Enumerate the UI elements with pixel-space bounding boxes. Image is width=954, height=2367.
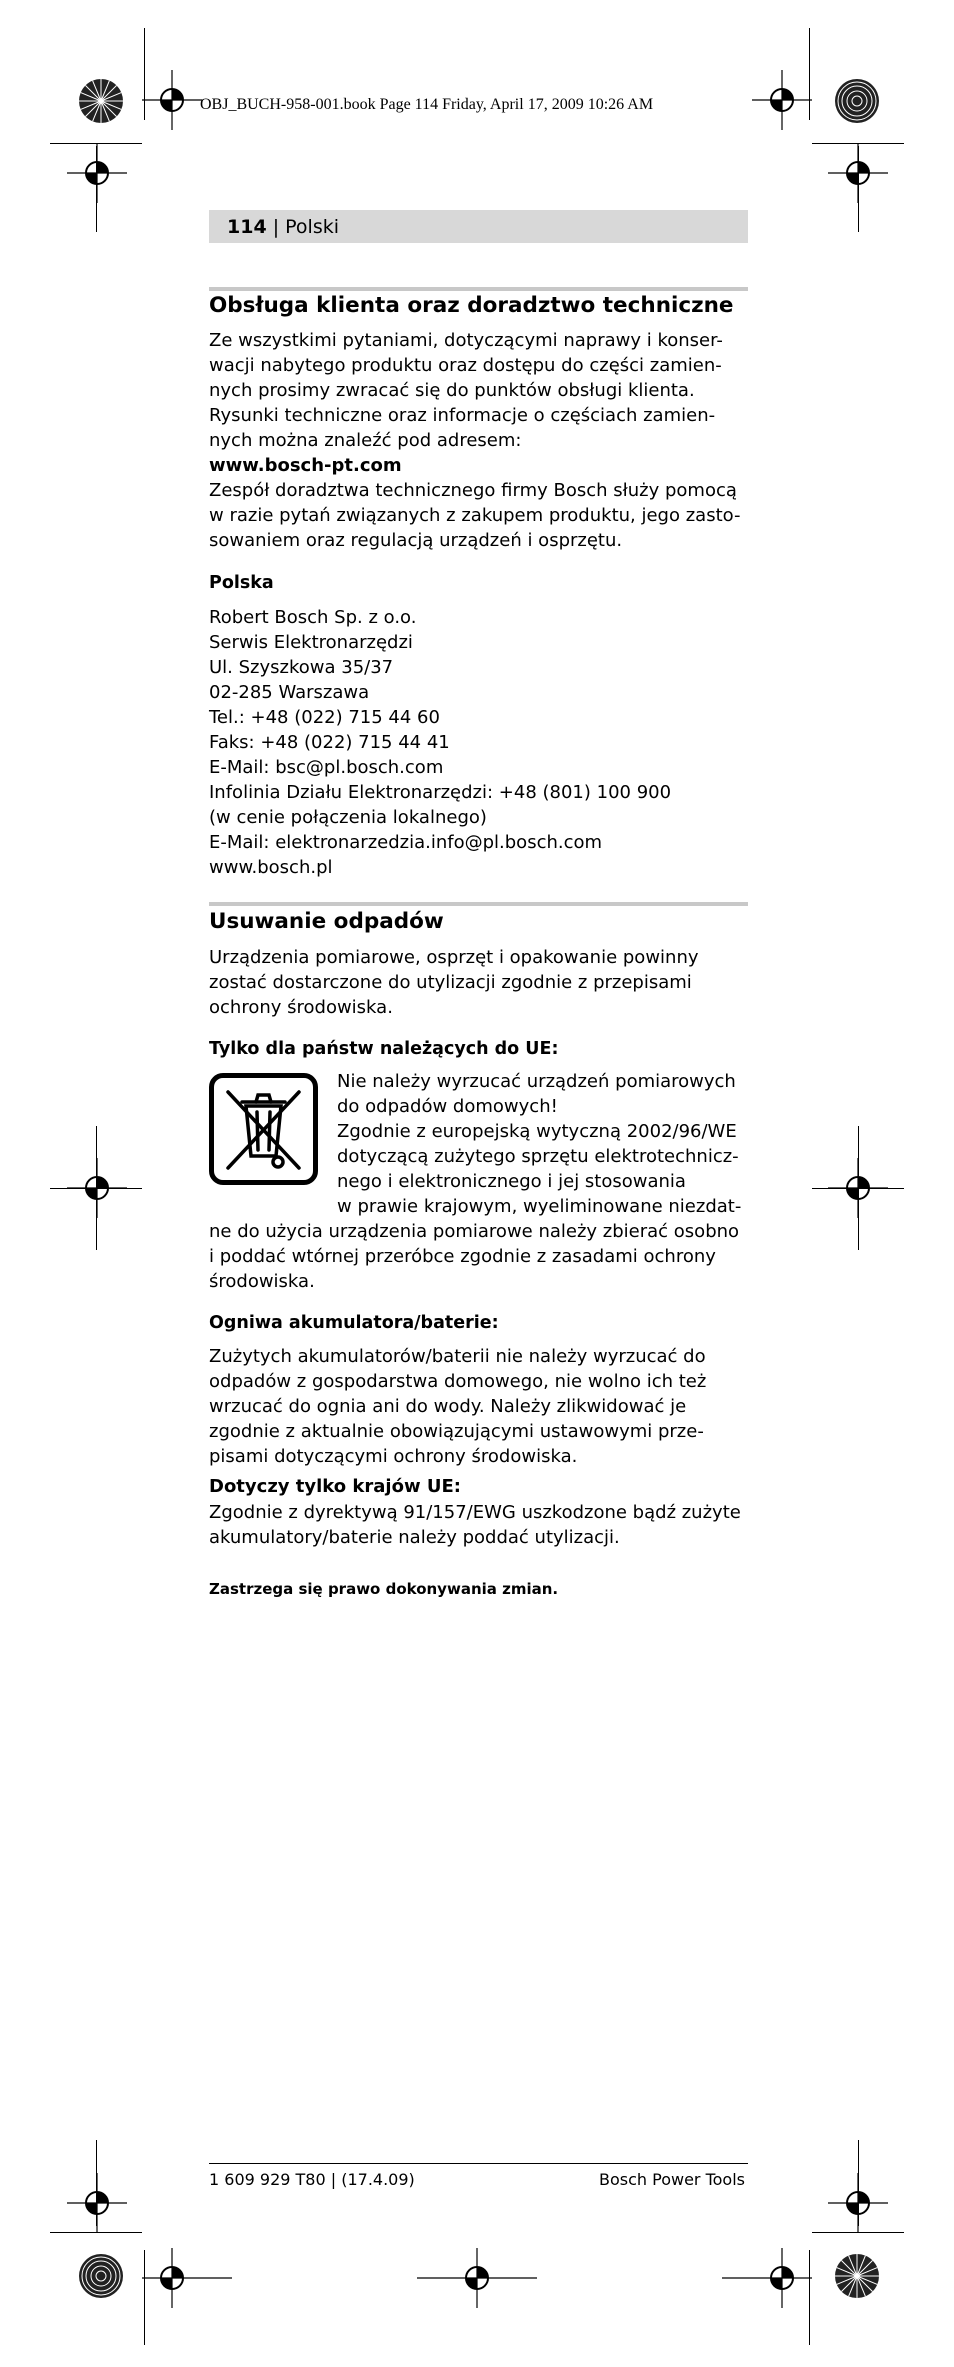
disposal-paragraph <box>209 945 699 1020</box>
text-line: Zużytych akumulatorów/baterii nie należy wyrzucać do <box>209 1346 706 1367</box>
text-line: wrzucać do ognia ani do wody. Należy zlikwidować je <box>209 1396 687 1417</box>
registration-mark-icon <box>142 70 202 130</box>
page-number: 114 <box>227 216 267 238</box>
text-line: ochrony środowiska. <box>209 997 393 1018</box>
disposal-eu-heading: Tylko dla państw należących do UE: <box>209 1039 559 1059</box>
wheelie-bin-icon <box>214 1078 313 1180</box>
crossed-out-wheelie-bin-icon <box>209 1073 318 1185</box>
text-line: nego i elektronicznego i jej stosowania <box>337 1171 686 1192</box>
registration-mark-icon <box>752 70 812 130</box>
crop-mark <box>812 1188 904 1189</box>
poland-heading: Polska <box>209 573 274 593</box>
text-line: zostać dostarczone do utylizacji zgodnie z przepisami <box>209 972 692 993</box>
registration-mark-icon <box>828 2173 888 2233</box>
address-line: Serwis Elektronarzędzi <box>209 632 413 653</box>
text-line: w razie pytań związanych z zakupem produktu, jego zasto- <box>209 505 741 526</box>
registration-mark-icon <box>722 2248 812 2308</box>
text-line: środowiska. <box>209 1271 315 1292</box>
text-line: Zgodnie z europejską wytyczną 2002/96/WE <box>337 1121 737 1142</box>
batteries-heading: Ogniwa akumulatora/baterie: <box>209 1313 499 1333</box>
address-line: Tel.: +48 (022) 715 44 60 <box>209 707 440 728</box>
service-paragraph <box>209 328 740 553</box>
service-website-link[interactable]: www.bosch-pt.com <box>209 455 402 476</box>
poland-address <box>209 605 671 880</box>
address-email-link[interactable]: E-Mail: bsc@pl.bosch.com <box>209 757 444 778</box>
address-line: Infolinia Działu Elektronarzędzi: +48 (801) 100 900 <box>209 782 672 803</box>
rosette-icon <box>834 78 880 124</box>
reservation-note: Zastrzega się prawo dokonywania zmian. <box>209 1580 559 1598</box>
text-line: ne do użycia urządzenia pomiarowe należy zbierać osobno <box>209 1221 740 1242</box>
text-line: Urządzenia pomiarowe, osprzęt i opakowanie powinny <box>209 947 699 968</box>
disposal-eu-text-below-icon <box>209 1219 739 1294</box>
batteries-eu-paragraph <box>209 1500 741 1550</box>
address-line: Faks: +48 (022) 715 44 41 <box>209 732 450 753</box>
rosette-icon <box>834 2253 880 2299</box>
service-heading: Obsługa klienta oraz doradztwo techniczne <box>209 293 734 318</box>
rosette-icon <box>78 2253 124 2299</box>
text-line: do odpadów domowych! <box>337 1096 558 1117</box>
text-line: Rysunki techniczne oraz informacje o częściach zamien- <box>209 405 716 426</box>
rosette-icon <box>78 78 124 124</box>
footer-brand: Bosch Power Tools <box>599 2170 745 2189</box>
text-line: nych prosimy zwracać się do punktów obsługi klienta. <box>209 380 695 401</box>
footer-rule <box>209 2163 748 2164</box>
page-header-text <box>227 216 339 238</box>
registration-mark-icon <box>67 143 127 203</box>
address-line: Ul. Szyszkowa 35/37 <box>209 657 394 678</box>
crop-mark <box>50 1188 142 1189</box>
address-line: 02-285 Warszawa <box>209 682 370 703</box>
section-rule <box>209 902 748 906</box>
text-line: zgodnie z aktualnie obowiązującymi ustawowymi prze- <box>209 1421 704 1442</box>
address-website-link[interactable]: www.bosch.pl <box>209 857 333 878</box>
page-header-separator: | <box>266 216 286 238</box>
page-language: Polski <box>285 216 340 238</box>
address-email-link[interactable]: E-Mail: elektronarzedzia.info@pl.bosch.com <box>209 832 603 853</box>
text-line: nych można znaleźć pod adresem: <box>209 430 522 451</box>
text-line: odpadów z gospodarstwa domowego, nie wolno ich też <box>209 1371 707 1392</box>
text-line: Ze wszystkimi pytaniami, dotyczącymi naprawy i konser- <box>209 330 723 351</box>
address-line: (w cenie połączenia lokalnego) <box>209 807 487 828</box>
text-line: w prawie krajowym, wyeliminowane niezdat- <box>337 1196 742 1217</box>
registration-mark-icon <box>142 2248 232 2308</box>
text-line: wacji nabytego produktu oraz dostępu do części zamien- <box>209 355 722 376</box>
registration-mark-icon <box>828 143 888 203</box>
page-header <box>209 210 748 243</box>
section-rule <box>209 287 748 291</box>
text-line: dotyczącą zużytego sprzętu elektrotechnicz- <box>337 1146 739 1167</box>
text-line: Nie należy wyrzucać urządzeń pomiarowych <box>337 1071 736 1092</box>
address-line: Robert Bosch Sp. z o.o. <box>209 607 417 628</box>
text-line: akumulatory/baterie należy poddać utylizacji. <box>209 1527 620 1548</box>
batteries-paragraph <box>209 1344 706 1469</box>
registration-mark-icon <box>67 2173 127 2233</box>
text-line: sowaniem oraz regulacją urządzeń i osprzętu. <box>209 530 623 551</box>
text-line: Zespół doradztwa technicznego firmy Bosch służy pomocą <box>209 480 737 501</box>
registration-mark-icon <box>417 2248 537 2308</box>
batteries-eu-heading: Dotyczy tylko krajów UE: <box>209 1476 461 1497</box>
text-line: pisami dotyczącymi ochrony środowiska. <box>209 1446 578 1467</box>
disposal-heading: Usuwanie odpadów <box>209 909 444 934</box>
disposal-eu-text-beside-icon <box>337 1069 741 1219</box>
text-line: i poddać wtórnej przeróbce zgodnie z zasadami ochrony <box>209 1246 716 1267</box>
text-line: Zgodnie z dyrektywą 91/157/EWG uszkodzone bądź zużyte <box>209 1502 741 1523</box>
running-head: OBJ_BUCH-958-001.book Page 114 Friday, April 17, 2009 10:26 AM <box>200 96 654 113</box>
footer-document-code: 1 609 929 T80 | (17.4.09) <box>209 2170 415 2189</box>
